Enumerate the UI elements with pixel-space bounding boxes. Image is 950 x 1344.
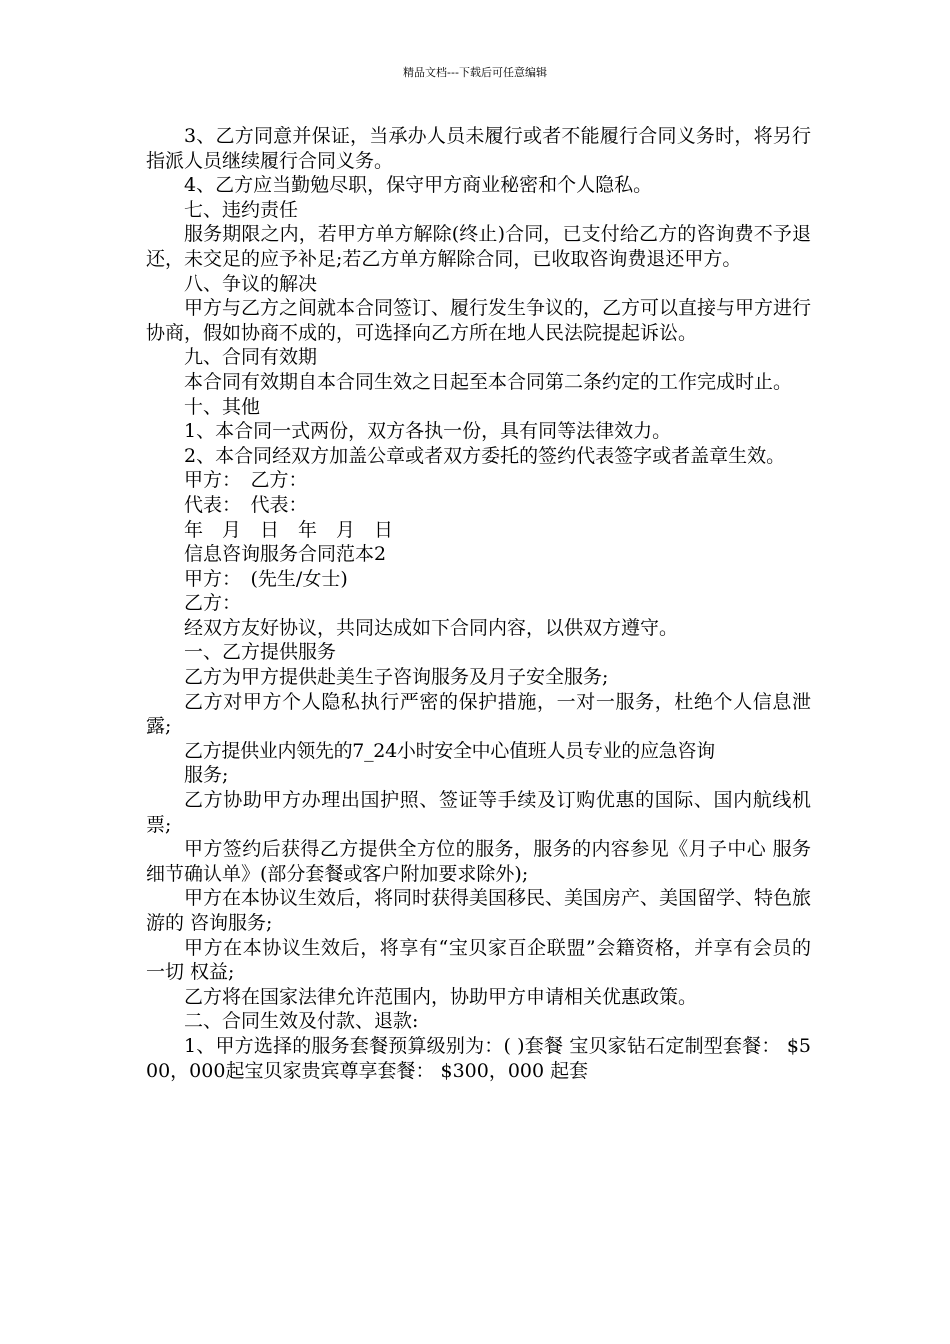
contract-title: 信息咨询服务合同范本2	[184, 543, 387, 566]
paragraph: 乙方对甲方个人隐私执行严密的保护措施，一对一服务，杜绝个人信息泄露;	[146, 690, 811, 738]
paragraph: 乙方将在国家法律允许范围内，协助甲方申请相关优惠政策。	[184, 985, 698, 1008]
paragraph: 服务;	[184, 764, 229, 787]
section-heading: 七、违约责任	[184, 198, 299, 221]
paragraph: 1、甲方选择的服务套餐预算级别为：( )套餐 宝贝家钻石定制型套餐： $500，000起宝贝家贵宾尊享套餐： $300，000 起套	[146, 1034, 811, 1082]
document-body	[146, 124, 811, 1083]
party-line: 甲方： (先生/女士)	[184, 567, 348, 590]
paragraph: 1、本合同一式两份，双方各执一份，具有同等法律效力。	[184, 420, 672, 443]
paragraph: 乙方为甲方提供赴美生子咨询服务及月子安全服务;	[184, 666, 609, 689]
paragraph: 甲方在本协议生效后，将同时获得美国移民、美国房产、美国留学、特色旅游的 咨询服务;	[146, 887, 812, 934]
paragraph: 3、乙方同意并保证，当承办人员未履行或者不能履行合同义务时，将另行指派人员继续履行合同义务。	[146, 125, 811, 172]
party-line: 乙方：	[184, 592, 242, 615]
paragraph: 4、乙方应当勤勉尽职，保守甲方商业秘密和个人隐私。	[184, 174, 653, 197]
paragraph: 乙方协助甲方办理出国护照、签证等手续及订购优惠的国际、国内航线机票;	[146, 789, 811, 836]
section-heading: 二、合同生效及付款、退款:	[184, 1010, 419, 1033]
page-header: 精品文档---下载后可任意编辑	[403, 66, 547, 79]
section-heading: 十、其他	[184, 395, 261, 418]
section-heading: 九、合同有效期	[184, 346, 318, 369]
section-heading: 一、乙方提供服务	[184, 641, 337, 664]
paragraph: 服务期限之内，若甲方单方解除(终止)合同，已支付给乙方的咨询费不予退还，未交足的应予补足;若乙方单方解除合同，已收取咨询费退还甲方。	[146, 223, 811, 270]
signature-line: 代表： 代表：	[184, 493, 308, 516]
paragraph: 经双方友好协议，共同达成如下合同内容，以供双方遵守。	[184, 616, 679, 639]
paragraph: 本合同有效期自本合同生效之日起至本合同第二条约定的工作完成时止。	[184, 370, 793, 393]
signature-line: 甲方： 乙方：	[184, 469, 308, 492]
section-heading: 八、争议的解决	[184, 272, 318, 295]
paragraph: 2、本合同经双方加盖公章或者双方委托的签约代表签字或者盖章生效。	[184, 444, 786, 467]
paragraph: 甲方在本协议生效后，将享有“宝贝家百企联盟”会籍资格，并享有会员的一切 权益;	[146, 936, 811, 984]
date-line: 年 月 日 年 月 日	[184, 518, 394, 541]
paragraph: 甲方与乙方之间就本合同签订、履行发生争议的，乙方可以直接与甲方进行协商，假如协商不成的，可选择向乙方所在地人民法院提起诉讼。	[146, 297, 812, 344]
paragraph: 甲方签约后获得乙方提供全方位的服务，服务的内容参见《月子中心 服务细节确认单》(部分套餐或客户附加要求除外);	[146, 838, 811, 885]
paragraph: 乙方提供业内领先的7_24小时安全中心值班人员专业的应急咨询	[184, 739, 715, 762]
